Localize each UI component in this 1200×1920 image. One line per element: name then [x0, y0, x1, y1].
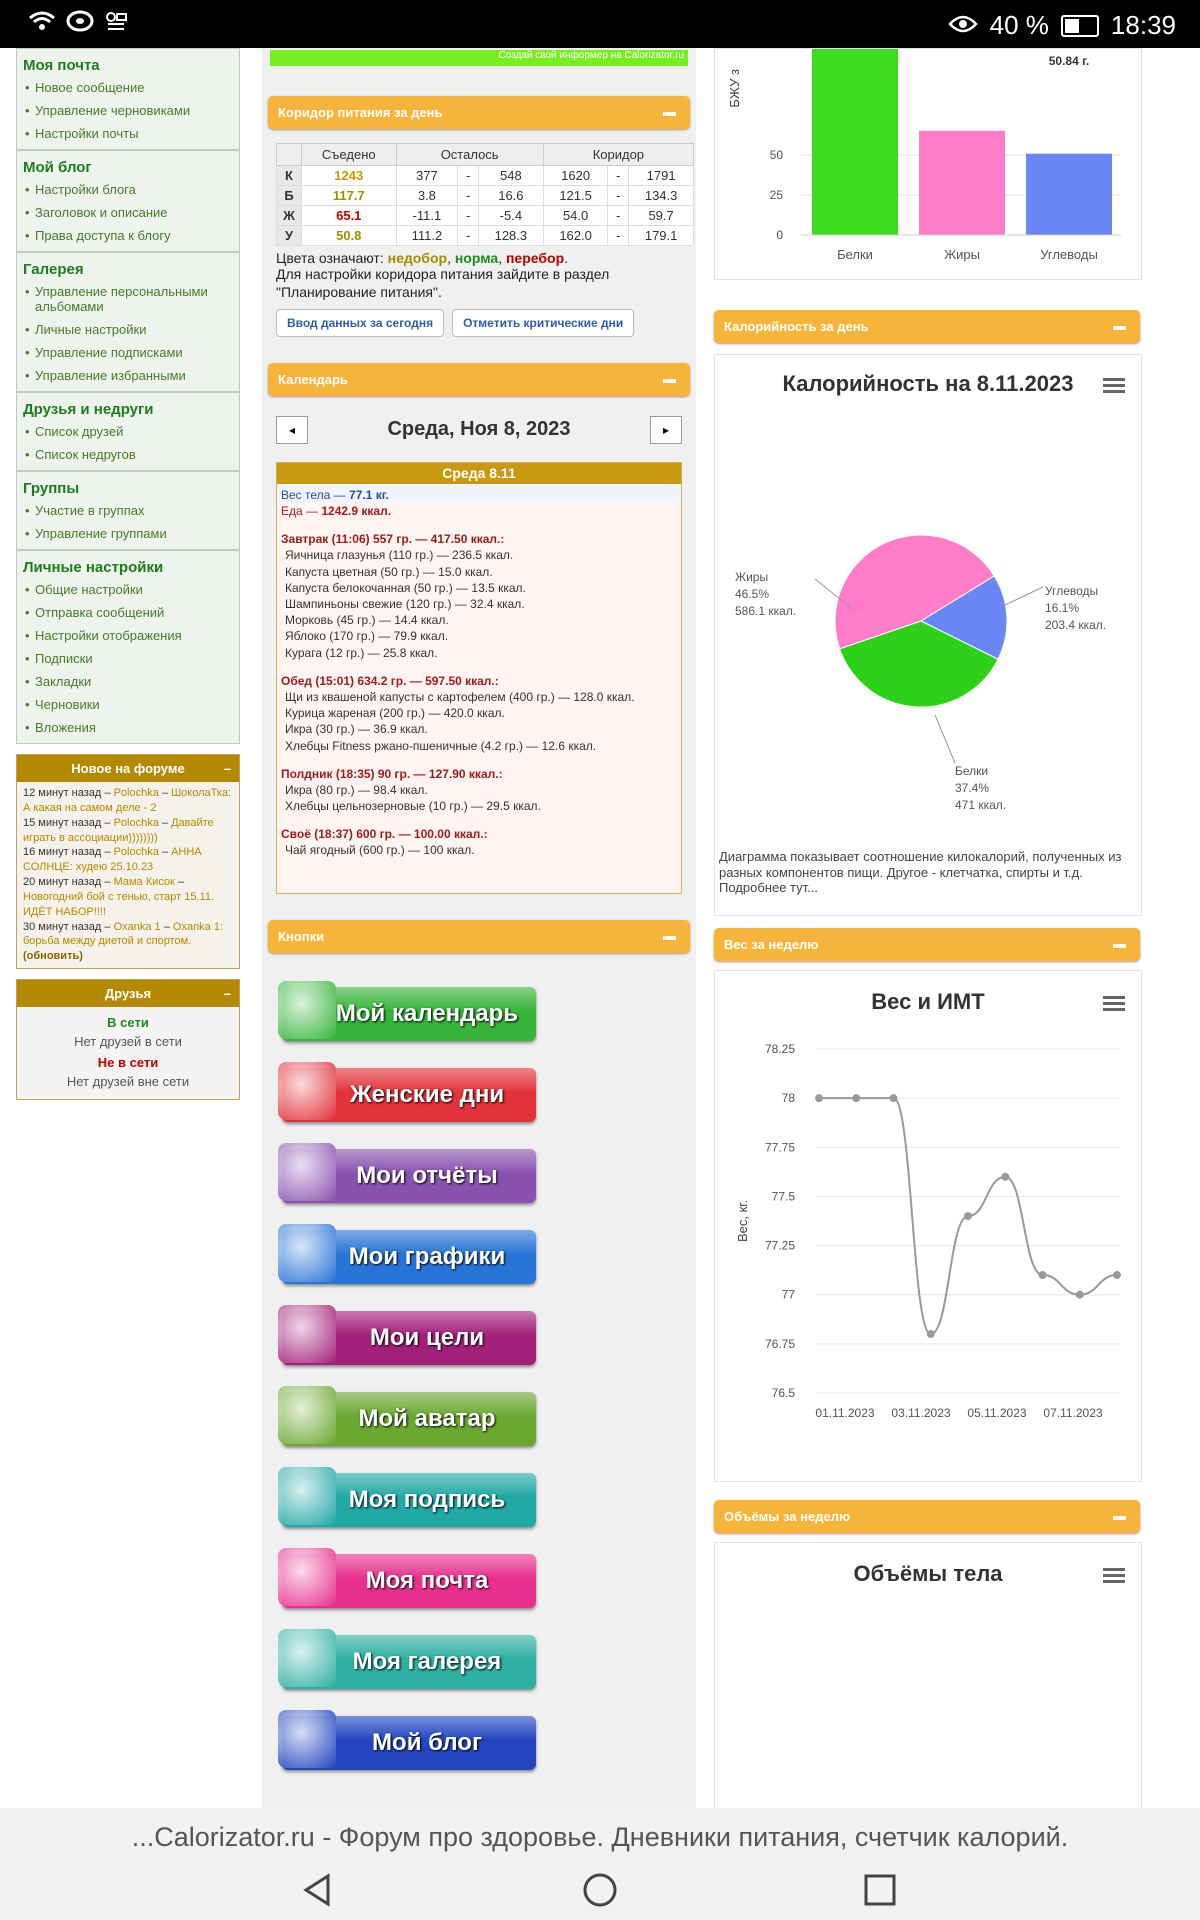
battery-percent: 40 % — [989, 10, 1049, 40]
weight-point[interactable] — [890, 1094, 898, 1102]
nav-button-label: Мои цели — [369, 1324, 485, 1351]
y-tick-label: 77.75 — [764, 1140, 795, 1155]
collapse-icon[interactable]: ▬ — [1113, 318, 1126, 333]
y-tick-label: 50 — [769, 148, 783, 162]
nav-button[interactable] — [282, 1068, 536, 1122]
sidebar-link[interactable]: • Черновики — [23, 693, 233, 716]
y-tick-label: 77 — [781, 1287, 795, 1302]
bar[interactable] — [1026, 154, 1112, 235]
collapse-icon[interactable]: ▬ — [663, 371, 676, 386]
dash-cell: - — [458, 226, 479, 246]
meal-item[interactable]: Капуста белокочанная (50 гр.) — 13.5 ккал. — [285, 580, 526, 595]
dash-cell: - — [608, 166, 629, 186]
nav-button[interactable] — [282, 1473, 536, 1527]
nav-button[interactable] — [282, 1635, 536, 1689]
nav-button-label: Моя галерея — [352, 1648, 502, 1675]
dash-cell: - — [608, 186, 629, 206]
post-topic[interactable]: Давайте играть в ассоциации)))))))) — [23, 816, 214, 844]
dash-cell: - — [608, 206, 629, 226]
weight-point[interactable] — [852, 1094, 860, 1102]
corridor-max-cell: 59.7 — [629, 206, 694, 226]
prev-day-button[interactable]: ◂ — [276, 416, 308, 444]
corridor-panel-header[interactable] — [268, 96, 690, 129]
weight-point[interactable] — [815, 1094, 823, 1102]
legend-under: недобор — [387, 250, 448, 266]
calorie-pie-chart — [715, 411, 1141, 831]
weight-panel-header[interactable] — [714, 928, 1140, 961]
dash-cell: - — [458, 206, 479, 226]
day-header: Среда 8.11 — [277, 463, 681, 484]
y-axis-label: БЖУ з — [727, 69, 742, 108]
post-topic[interactable]: ШоколаТка: А какая на самом деле - 2 — [23, 787, 232, 814]
weight-panel — [714, 928, 1140, 961]
sidebar-section-title[interactable]: Группы — [23, 480, 80, 497]
sidebar-link[interactable]: • Настройки блога — [23, 178, 233, 201]
y-tick-label: 77.25 — [764, 1238, 795, 1253]
meal-item[interactable]: Чай ягодный (600 гр.) — 100 ккал. — [285, 843, 475, 858]
dash-cell: - — [458, 166, 479, 186]
forum-post: 15 минут назад – Polochka – Давайте играть в ассоциации)))))))) — [23, 816, 214, 844]
meal-item[interactable]: Морковь (45 гр.) — 14.4 ккал. — [285, 613, 449, 628]
meal-item[interactable]: Яблоко (170 гр.) — 79.9 ккал. — [285, 629, 449, 644]
sidebar-link[interactable]: • Настройки почты — [23, 122, 233, 145]
nav-button-label: Мои отчёты — [356, 1162, 498, 1189]
sidebar-link[interactable]: • Личные настройки — [23, 318, 233, 341]
post-user[interactable]: Polochka — [113, 816, 159, 829]
wifi-icon — [28, 10, 56, 39]
corridor-note: Для настройки коридора питания зайдите в раздел "Планирование питания". — [276, 266, 610, 300]
status-bar — [0, 0, 1200, 48]
y-tick-label: 78.25 — [764, 1042, 795, 1056]
remaining-min-cell: 377 — [396, 166, 458, 186]
weight-point[interactable] — [964, 1212, 972, 1220]
status-left — [28, 10, 128, 39]
collapse-icon[interactable]: ▬ — [663, 928, 676, 943]
weight-point[interactable] — [1076, 1291, 1084, 1299]
mark-critical-days-button[interactable]: Отметить критические дни — [452, 309, 634, 337]
y-tick-label: 76.75 — [764, 1336, 795, 1351]
weight-panel-title: Вес за неделю — [724, 937, 819, 952]
friends-body — [17, 1007, 239, 1099]
sidebar-section-title[interactable]: Моя почта — [23, 57, 100, 74]
dash-cell: - — [458, 186, 479, 206]
eaten-cell: 1243 — [302, 166, 397, 186]
chart-menu-icon[interactable] — [1103, 375, 1125, 396]
sidebar-link[interactable]: • Список недругов — [23, 443, 233, 466]
collapse-icon[interactable]: ▬ — [663, 104, 676, 119]
recents-button[interactable] — [862, 1872, 898, 1913]
y-axis-label: Вес, кг. — [735, 1199, 750, 1243]
food-value: 1242.9 ккал. — [321, 504, 392, 519]
remaining-min-cell: -11.1 — [396, 206, 458, 226]
forum-header[interactable] — [17, 755, 239, 782]
legend-over: перебор — [505, 250, 565, 266]
meal-item[interactable]: Щи из квашеной капусты с картофелем (400 гр.) — 128.0 ккал. — [285, 689, 635, 704]
remaining-max-cell: 16.6 — [479, 186, 544, 206]
table-row — [277, 166, 694, 186]
nav-button-label: Мой календарь — [335, 1000, 519, 1027]
sidebar-section — [16, 48, 240, 150]
table-header: Съедено — [302, 144, 397, 166]
pie-label: Жиры — [735, 570, 769, 584]
sidebar-link[interactable]: • Отправка сообщений — [23, 601, 233, 624]
sidebar-link[interactable]: • Подписки — [23, 647, 233, 670]
bar[interactable] — [919, 131, 1005, 235]
meal-title[interactable]: Своё (18:37) 600 гр. — 100.00 ккал.: — [281, 827, 488, 842]
sidebar-section — [16, 392, 240, 471]
corridor-min-cell: 121.5 — [543, 186, 608, 206]
sidebar-link[interactable]: • Заголовок и описание — [23, 201, 233, 224]
nav-button-label: Моя подпись — [348, 1486, 506, 1513]
corridor-min-cell: 162.0 — [543, 226, 608, 246]
volume-panel-title: Объёмы за неделю — [724, 1509, 851, 1524]
post-user[interactable]: Oxanka 1 — [113, 920, 161, 933]
sidebar-link[interactable]: • Участие в группах — [23, 499, 233, 522]
post-time: 16 минут назад — [23, 846, 102, 859]
battery-icon — [1061, 15, 1099, 37]
button-icon — [278, 1062, 336, 1120]
collapse-icon[interactable]: – — [223, 986, 231, 1002]
legend-prefix: Цвета означают: — [276, 250, 384, 266]
meal-item[interactable]: Шампиньоны свежие (120 гр.) — 32.4 ккал. — [285, 597, 525, 612]
meal-item[interactable]: Курага (12 гр.) — 25.8 ккал. — [285, 645, 438, 660]
forum-refresh-link[interactable]: (обновить) — [23, 950, 83, 963]
post-topic[interactable]: Новогодний бой с тенью, старт 15.11. ИДЁТ НАБОР!!!! — [23, 890, 215, 918]
sidebar-link[interactable]: • Управление избранными — [23, 364, 233, 387]
x-tick-label: 01.11.2023 — [815, 1406, 875, 1420]
chart-menu-icon[interactable] — [1103, 993, 1125, 1014]
web-page — [0, 48, 1200, 1808]
table-row — [277, 206, 694, 226]
remaining-max-cell: 128.3 — [479, 226, 544, 246]
remaining-max-cell: 548 — [479, 166, 544, 186]
calendar-date: Среда, Ноя 8, 2023 — [387, 418, 571, 440]
table-header-corner — [277, 144, 302, 166]
pie-connector — [1005, 587, 1043, 605]
sidebar-section-title[interactable]: Мой блог — [23, 159, 92, 176]
collapse-icon[interactable]: – — [223, 761, 231, 776]
sidebar-link[interactable]: • Управление персональными альбомами — [23, 280, 233, 318]
bottom-bar — [0, 1808, 1200, 1920]
table-row — [277, 226, 694, 246]
sidebar-link[interactable]: • Настройки отображения — [23, 624, 233, 647]
corridor-max-cell: 1791 — [629, 166, 694, 186]
weight-row[interactable] — [277, 484, 681, 503]
sidebar-section — [16, 150, 240, 252]
remaining-min-cell: 111.2 — [396, 226, 458, 246]
volume-chart-title: Объёмы тела — [853, 1561, 1003, 1586]
line-chart-title: Вес и ИМТ — [871, 989, 985, 1014]
buttons-panel — [268, 920, 690, 1793]
bju-bar-chart — [715, 49, 1141, 279]
collapse-icon[interactable]: ▬ — [1113, 936, 1126, 951]
post-topic[interactable]: АННА СОЛНЦЕ: худею 25.10.23 — [23, 846, 202, 874]
nav-button-label: Мой аватар — [358, 1405, 496, 1432]
weight-line-chart — [715, 1021, 1141, 1481]
post-topic[interactable]: Oxanka 1: борьба между диетой и спортом. — [23, 920, 224, 948]
app-icon — [66, 10, 94, 39]
weight-point[interactable] — [927, 1330, 935, 1338]
sidebar-link[interactable]: • Управление группами — [23, 522, 233, 545]
sidebar-link[interactable]: • Управление подписками — [23, 341, 233, 364]
corridor-max-cell: 179.1 — [629, 226, 694, 246]
meal-title[interactable]: Обед (15:01) 634.2 гр. — 597.50 ккал.: — [281, 673, 499, 688]
sidebar-link[interactable]: • Список друзей — [23, 420, 233, 443]
row-letter: Б — [277, 186, 302, 206]
button-icon — [278, 1143, 336, 1201]
button-icon — [278, 1467, 336, 1525]
nav-button[interactable] — [282, 1716, 536, 1770]
pie-label: Углеводы — [1045, 584, 1099, 598]
corridor-panel — [268, 96, 690, 337]
forum-post: 12 минут назад – Polochka – ШоколаТка: А какая на самом деле - 2 — [23, 787, 232, 814]
bju-chart-card — [714, 48, 1142, 280]
forum-post: 16 минут назад – Polochka – АННА СОЛНЦЕ: худею 25.10.23 — [23, 846, 202, 874]
calendar-panel-title: Календарь — [278, 372, 348, 387]
x-tick-label: Белки — [837, 247, 873, 262]
no-offline-text: Нет друзей вне сети — [66, 1074, 190, 1090]
weight-point[interactable] — [1001, 1173, 1009, 1181]
pie-label: 37.4% — [955, 781, 990, 795]
friends-header[interactable] — [17, 980, 239, 1007]
buttons-panel-title: Кнопки — [278, 929, 325, 944]
corridor-table — [276, 143, 694, 246]
friends-widget — [16, 979, 240, 1100]
eye-icon — [948, 10, 978, 41]
corridor-panel-title: Коридор питания за день — [278, 105, 443, 120]
y-tick-label: 0 — [776, 228, 783, 242]
online-label: В сети — [107, 1015, 149, 1031]
color-legend: Цвета означают: недобор, норма, перебор. — [276, 250, 569, 266]
sidebar-section — [16, 471, 240, 550]
volume-panel — [714, 1500, 1140, 1533]
pie-chart-title: Калорийность на 8.11.2023 — [782, 371, 1074, 396]
meal-item[interactable]: Икра (80 гр.) — 98.4 ккал. — [285, 782, 428, 797]
row-letter: Ж — [277, 206, 302, 226]
home-button[interactable] — [582, 1872, 618, 1913]
nav-button[interactable] — [282, 1392, 536, 1446]
day-diary — [276, 462, 682, 894]
button-icon — [278, 1548, 336, 1606]
enter-today-button[interactable]: Ввод данных за сегодня — [276, 309, 444, 337]
status-right — [948, 10, 1176, 41]
notification-icon — [104, 10, 128, 39]
nav-button-label: Мой блог — [372, 1729, 482, 1756]
dash-cell: - — [608, 226, 629, 246]
calorie-panel — [714, 310, 1140, 343]
back-button[interactable] — [300, 1872, 336, 1913]
post-user[interactable]: Polochka — [113, 846, 159, 859]
post-user[interactable]: Polochka — [113, 787, 159, 799]
sidebar-section-title[interactable]: Друзья и недруги — [23, 401, 154, 418]
forum-posts — [17, 782, 239, 968]
meal-title[interactable]: Завтрак (11:06) 557 гр. — 417.50 ккал.: — [281, 532, 505, 547]
pie-note: Диаграмма показывает соотношение килокалорий, полученных из разных компонентов пищи. Другое - клетчатка, спирты и т.д. Подробнее тут... — [719, 849, 1122, 896]
informer-bar[interactable]: Создай свой информер на Calorizator.ru — [270, 50, 688, 66]
x-tick-label: 07.11.2023 — [1043, 1406, 1103, 1420]
calendar-nav — [276, 412, 682, 452]
button-icon — [278, 1629, 336, 1687]
sidebar-link[interactable]: • Общие настройки — [23, 578, 233, 601]
corridor-actions — [276, 309, 682, 337]
button-icon — [278, 1710, 336, 1768]
pie-label: Белки — [955, 764, 989, 778]
pie-label: 46.5% — [735, 587, 770, 601]
bar[interactable] — [812, 49, 898, 235]
post-time: 30 минут назад — [23, 920, 102, 933]
post-time: 12 минут назад — [23, 787, 102, 799]
nav-button[interactable] — [282, 1554, 536, 1608]
next-day-button[interactable]: ▸ — [650, 416, 682, 444]
weight-value: 77.1 кг. — [349, 487, 389, 502]
post-user[interactable]: Мама Кисок — [113, 876, 175, 889]
eaten-cell: 65.1 — [302, 206, 397, 226]
remaining-min-cell: 3.8 — [396, 186, 458, 206]
meal-title[interactable]: Полдник (18:35) 90 гр. — 127.90 ккал.: — [281, 766, 503, 781]
table-row — [277, 186, 694, 206]
table-header: Коридор — [543, 144, 693, 166]
meal-item[interactable]: Икра (30 гр.) — 36.9 ккал. — [285, 722, 428, 737]
x-tick-label: Жиры — [944, 247, 980, 262]
corridor-min-cell: 1620 — [543, 166, 608, 186]
pie-label: 586.1 ккал. — [735, 604, 797, 618]
row-letter: К — [277, 166, 302, 186]
sidebar-link[interactable]: • Закладки — [23, 670, 233, 693]
nav-button[interactable] — [282, 1311, 536, 1365]
forum-widget — [16, 754, 240, 969]
button-icon — [278, 981, 336, 1039]
weight-point[interactable] — [1113, 1271, 1121, 1279]
clock: 18:39 — [1110, 10, 1176, 40]
pie-label: 203.4 ккал. — [1045, 618, 1107, 632]
sidebar-link[interactable]: • Новое сообщение — [23, 76, 233, 99]
food-label: Еда — — [281, 504, 319, 519]
meal-item[interactable]: Хлебцы цельнозерновые (10 гр.) — 29.5 ккал. — [285, 799, 541, 814]
table-header: Осталось — [396, 144, 543, 166]
y-tick-label: 78 — [781, 1091, 795, 1106]
page-title-footer: ...Calorizator.ru - Форум про здоровье. Дневники питания, счетчик калорий. — [131, 1822, 1069, 1852]
x-tick-label: Углеводы — [1040, 247, 1098, 262]
calorie-panel-header[interactable] — [714, 310, 1140, 343]
meal-item[interactable]: Капуста цветная (50 гр.) — 15.0 ккал. — [285, 564, 493, 579]
weight-chart-card — [714, 970, 1142, 1482]
volume-panel-header[interactable] — [714, 1500, 1140, 1533]
button-icon — [278, 1305, 336, 1363]
button-icon — [278, 1224, 336, 1282]
forum-post: 30 минут назад – Oxanka 1 – Oxanka 1: борьба между диетой и спортом. — [23, 920, 224, 948]
food-row[interactable] — [277, 503, 681, 519]
remaining-max-cell: -5.4 — [479, 206, 544, 226]
big-buttons — [268, 953, 690, 1793]
y-tick-label: 25 — [769, 188, 783, 202]
right-column — [714, 48, 1140, 1808]
row-letter: У — [277, 226, 302, 246]
bar-data-label: 50.84 г. — [1048, 54, 1090, 68]
sidebar-link[interactable]: • Управление черновиками — [23, 99, 233, 122]
pie-label: 471 ккал. — [955, 798, 1007, 812]
meal-item[interactable]: Яичница глазунья (110 гр.) — 236.5 ккал. — [285, 548, 514, 563]
corridor-max-cell: 134.3 — [629, 186, 694, 206]
eaten-cell: 50.8 — [302, 226, 397, 246]
y-tick-label: 76.5 — [771, 1386, 795, 1400]
nav-button[interactable] — [282, 987, 536, 1041]
y-tick-label: 77.5 — [771, 1189, 795, 1204]
weight-point[interactable] — [1039, 1271, 1047, 1279]
forum-title: Новое на форуме — [71, 761, 185, 776]
friends-title: Друзья — [104, 986, 152, 1002]
sidebar-link[interactable]: • Вложения — [23, 716, 233, 739]
pie-connector — [935, 715, 955, 763]
offline-label: Не в сети — [97, 1055, 159, 1071]
sidebar-link[interactable]: • Права доступа к блогу — [23, 224, 233, 247]
button-icon — [278, 1386, 336, 1444]
calendar-panel-header[interactable] — [268, 363, 690, 396]
buttons-panel-header[interactable] — [268, 920, 690, 953]
nav-button-label: Женские дни — [349, 1081, 505, 1108]
sidebar-section-title[interactable]: Личные настройки — [23, 559, 164, 576]
meals-list — [277, 531, 681, 858]
nav-button-label: Моя почта — [365, 1567, 489, 1594]
weight-label: Вес тела — — [281, 487, 346, 502]
sidebar-section — [16, 550, 240, 744]
calorie-chart-card — [714, 354, 1142, 916]
nav-button[interactable] — [282, 1230, 536, 1284]
post-time: 15 минут назад — [23, 816, 102, 829]
collapse-icon[interactable]: ▬ — [1113, 1508, 1126, 1523]
middle-column — [262, 48, 696, 1808]
legend-norm: норма — [454, 250, 499, 266]
left-sidebar — [16, 48, 240, 1128]
x-tick-label: 03.11.2023 — [891, 1406, 951, 1420]
x-tick-label: 05.11.2023 — [967, 1406, 1027, 1420]
post-time: 20 минут назад — [23, 876, 102, 889]
chart-menu-icon[interactable] — [1103, 1565, 1125, 1586]
calendar-panel — [268, 363, 690, 894]
meal-item[interactable]: Курица жареная (200 гр.) — 420.0 ккал. — [285, 706, 505, 721]
nav-button-label: Мои графики — [348, 1243, 506, 1270]
nav-button[interactable] — [282, 1149, 536, 1203]
sidebar-section-title[interactable]: Галерея — [23, 261, 84, 278]
forum-post: 20 минут назад – Мама Кисок – Новогодний бой с тенью, старт 15.11. ИДЁТ НАБОР!!!! — [23, 876, 215, 918]
volume-chart-card — [714, 1542, 1142, 1808]
corridor-min-cell: 54.0 — [543, 206, 608, 226]
sidebar-section — [16, 252, 240, 392]
meal-item[interactable]: Хлебцы Fitness ржано-пшеничные (4.2 гр.) — 12.6 ккал. — [285, 738, 597, 753]
calorie-panel-title: Калорийность за день — [724, 319, 869, 334]
eaten-cell: 117.7 — [302, 186, 397, 206]
no-online-text: Нет друзей в сети — [74, 1034, 182, 1050]
pie-label: 16.1% — [1045, 601, 1080, 615]
